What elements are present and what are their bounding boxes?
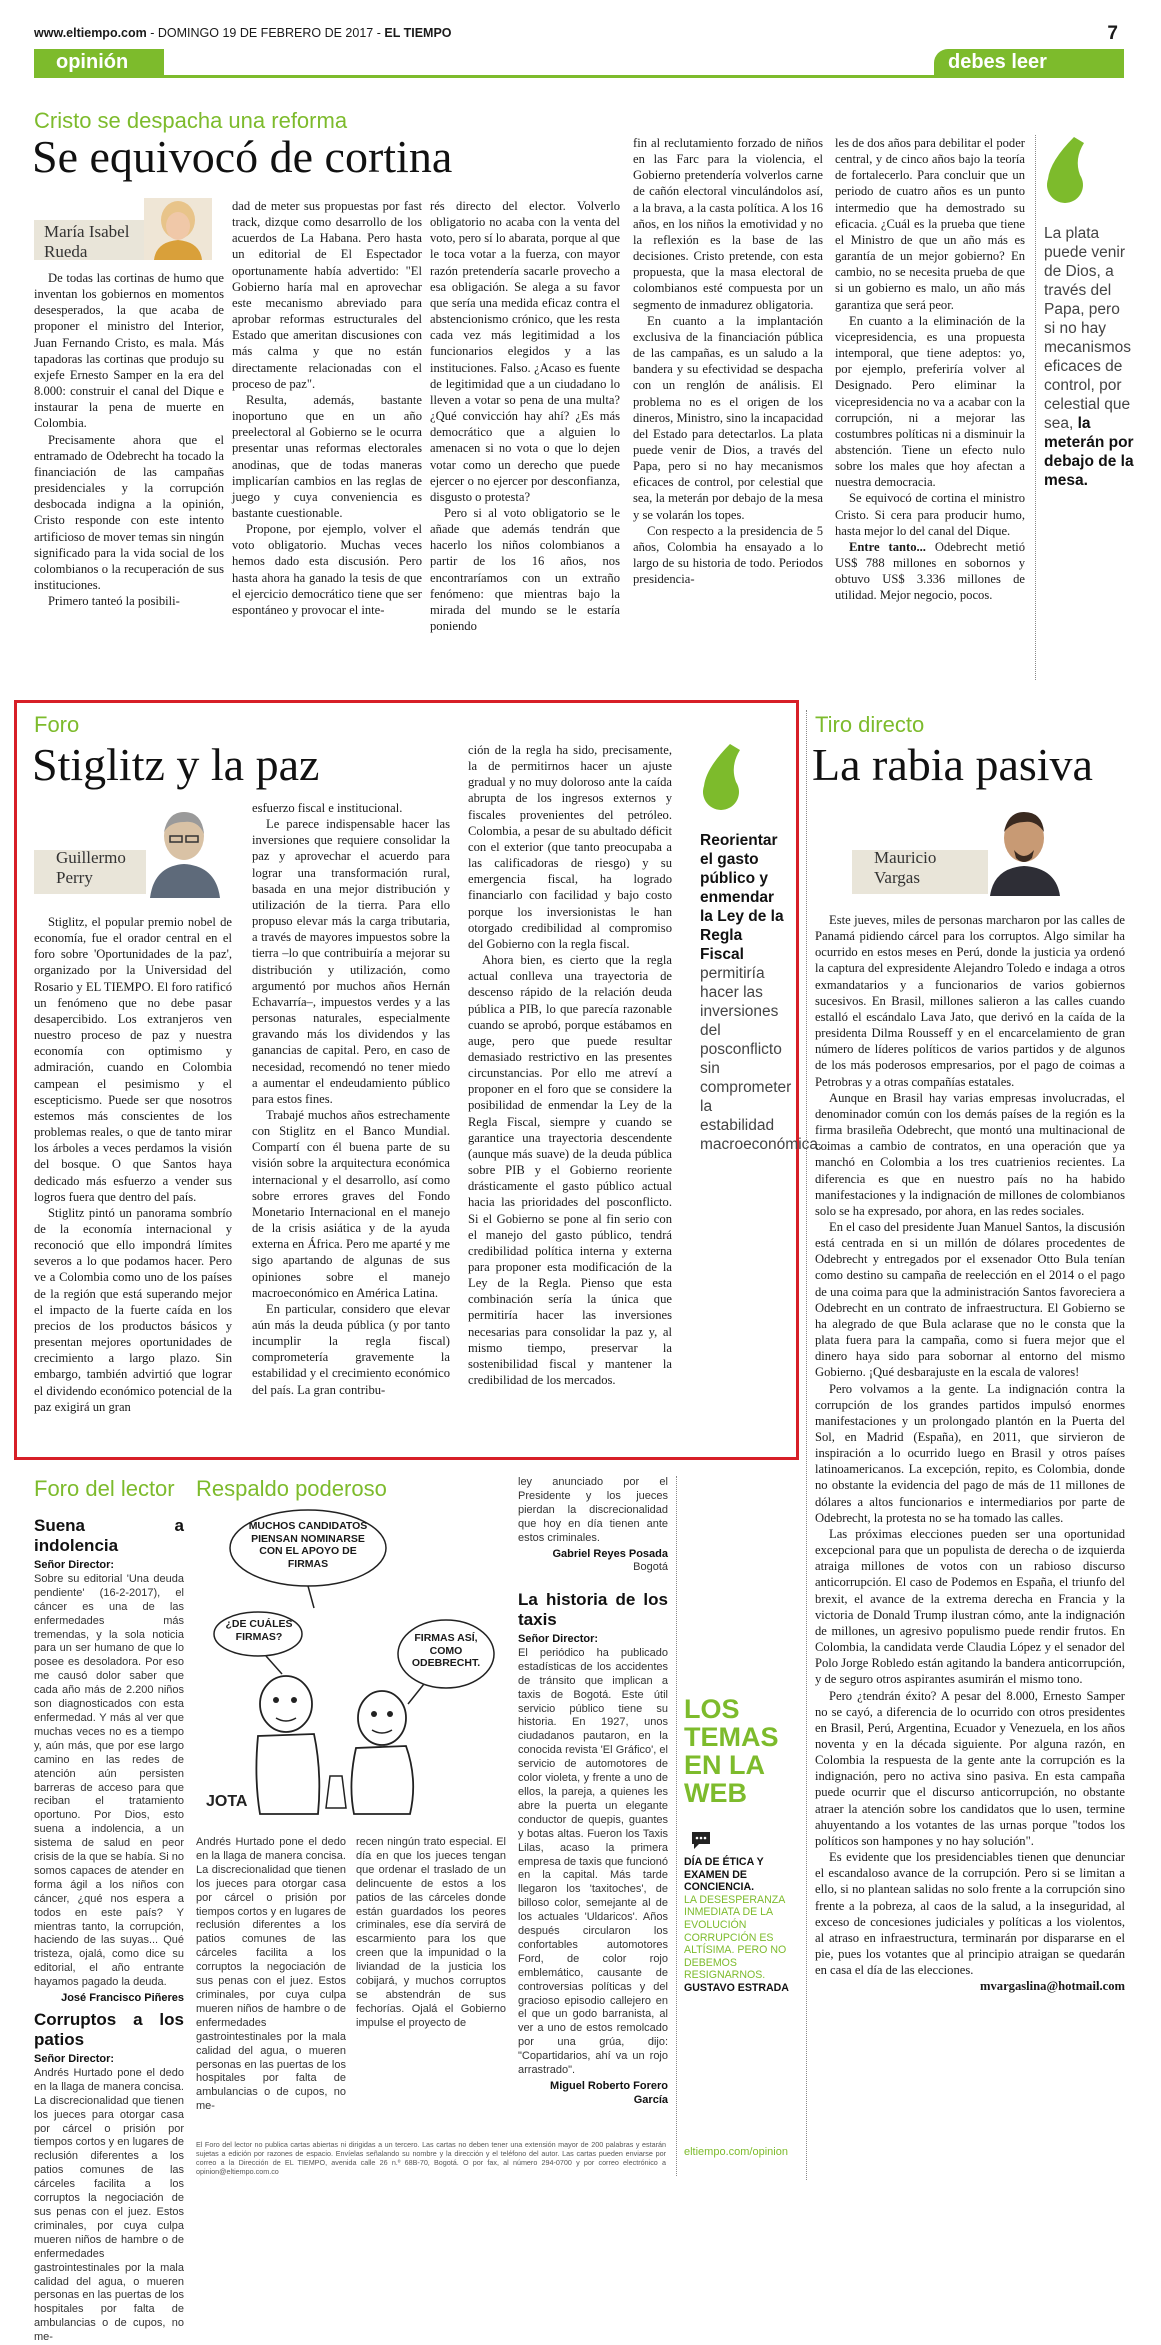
quote-mark-icon xyxy=(1044,135,1088,205)
top-col-5: les de dos años para debilitar el poder central, y de cinco años bajo la teoría de fortalecerlo. Para concluir que un periodo de cuatro años es un punto intermedio que ha demostrado su eficacia. ¿Cuál es la prueba que tiene el Ministro de que un año más es garantía de un mejor gobierno? En cambio, no se necesita prueba de que si un gobierno es malo, un año más garantiza que será peor. En cuanto a la eliminación de la vicepresidencia, es una propuesta intemporal, que tiene adeptos: yo, por ejemplo, preferiría volver al Designado. Pero eliminar la vicepresidencia no va a acabar con la corrupción, ni a mejorar las costumbres políticas ni a disminuir la abstención. Tiene un efecto nulo sobre los males que hoy afectan a nuestra democracia. Se equivocó de cortina el ministro Cristo. Si cera para producir humo, hasta mejor lo del canal del Dique. Entre tanto... Odebrecht metió US$ 788 millones en sobornos y obtuvo US$ 3.336 millones de utilidad. Mejor negocio, pocos. xyxy=(835,136,1025,603)
page-header: www.eltiempo.com - DOMINGO 19 DE FEBRERO DE 2017 - EL TIEMPO 7 xyxy=(34,23,1118,44)
cartoon xyxy=(196,1508,506,1818)
page-number: 7 xyxy=(1107,23,1118,44)
tiro-kicker: Tiro directo xyxy=(815,712,925,737)
foro-author-photo xyxy=(146,802,224,898)
web-url-link[interactable]: eltiempo.com/opinion xyxy=(684,2146,788,2158)
header-date: DOMINGO 19 DE FEBRERO DE 2017 xyxy=(157,26,374,40)
letter-2-end: ley anunciado por el Presidente y los jueces pierdan la discrecionalidad que hoy en día tienen ante estos criminales. Gabriel Reyes Posada Bogotá xyxy=(518,1476,668,1574)
foro-title: Stiglitz y la paz xyxy=(32,739,320,790)
lector-footer-note: El Foro del lector no publica cartas abiertas ni dirigidas a un tercero. Las cartas no deben tener una extensión mayor de 200 palabras y estarán sujetas a edición por razones de espacio. Envíelas señalando su nombre y la dirección y el teléfono del autor. Las cartas pueden enviarse por correo a la Dirección de EL TIEMPO, avenida calle 26 n.º 68B-70, Bogotá. O por fax, al número 294-0700 y por correo electrónico a opinion@eltiempo.com.co xyxy=(196,2140,666,2176)
tiro-author-name: Mauricio Vargas xyxy=(874,848,937,887)
letter-3: La historia de los taxis Señor Director: El periódico ha publicado estadísticas de los accidentes de tránsito que implican a taxis de Bogotá. Este útil servicio público tiene su historia. En 1927, unos ciudadanos pautaron, en la conocida revista 'El Gráfico', el servicio de automotores de color violeta, y frente a uno de ellos, la pareja, a quienes les abre la puerta un elegante conductor de quepis, guantes y botas altas. Fueron los Taxis Lilas, acaso la primera empresa de taxis que funcionó en la capital. Más tarde llegaron los 'taxitoches', de billoso color, semejante al de los actuales 'Uldaricos'. Años después circularon los confortables automotores Ford, de color rojo emblemático, causante de controversias políticas y del gracioso episodio callejero en el que un godo barranista, al ver a uno de estos remolcado por una grúa, dijo: "Copartidarios, ahí va un rojo arrastrado". Miguel Roberto Forero García xyxy=(518,1590,668,2106)
top-pullquote: La plata puede venir de Dios, a través del Papa, pero si no hay mecanismos eficaces de control, por celestial que sea, la meterán por debajo de la mesa. xyxy=(1044,135,1134,490)
chat-icon xyxy=(690,1830,712,1850)
section-bar xyxy=(34,49,1124,78)
letter-2-cont-a: Andrés Hurtado pone el dedo en la llaga de manera concisa. La discrecionalidad que tienen los jueces para otorgar casa por cárcel o prisión por tiempos cortos y en lugares de reclusión diferentes a los patios comunes de las cárceles facilita a los corruptos la negociación de sus penas con el juez. Estos criminales, por cuya culpa mueren niños de hambre o de enfermedades gastrointestinales por la mala calidad del agua, o mueren personas en las puertas de los hospitales por falta de ambulancias o de cupos, no me- xyxy=(196,1836,346,2113)
divider xyxy=(806,710,807,2180)
foro-kicker: Foro xyxy=(34,712,80,737)
lector-section-title: Foro del lector xyxy=(34,1476,175,1501)
top-kicker: Cristo se despacha una reforma xyxy=(34,108,348,133)
author-name: María Isabel Rueda xyxy=(44,222,130,261)
foro-author-box xyxy=(34,800,224,902)
foro-col-3: ción de la regla ha sido, precisamente, la de permitirnos hacer un ajuste gradual y no muy doloroso ante la caída abrupta de los ingresos externos y fiscales provenientes del petróleo. Colombia, a pesar de su abultado déficit con el exterior (que tanto preocupaba a las calificadoras de riesgo) y su emergencia fiscal, ha logrado financiarlo con facilidad y bajo costo porque los inversionistas le han otorgado credibilidad al compromiso del Gobierno con la regla fiscal. Ahora bien, es cierto que la regla actual conlleva una trayectoria de descenso rápido de la relación deuda pública a PIB, lo que parecía razonable cuando se aprobó, porque estábamos en auge, pero que puede resultar demasiado restrictivo en las presentes circunstancias. Por ello me atreví a proponer en el foro que se considere la posibilidad de enmendar la Ley de la Regla Fiscal, siempre y cuando se garantice una trayectoria descendente (aunque más suave) de la deuda pública sobre PIB y el Gobierno reoriente drásticamente el gasto público actual hacia las prioridades del posconflicto. Si el Gobierno se pone al fin serio con el manejo del gasto público, tendrá credibilidad política interna y externa para proponer esta modificación de la Ley de la Regla. Pienso que esta combinación sería la única que permitiría hacer las inversiones necesarias para consolidar la paz y, al mismo tiempo, preservar la sostenibilidad fiscal y mantener la credibilidad de los mercados. xyxy=(468,743,672,1388)
cartoon-signature: JOTA xyxy=(206,1793,248,1810)
foro-col-1: Stiglitz, el popular premio nobel de economía, fue el orador central en el foro sobre 'Oportunidades de la paz', organizado por la Universidad del Rosario y EL TIEMPO. El foro ratificó un fenómeno que no debe pasar desapercibido. Los extranjeros ven nuestro proceso de paz y nuestra economía con optimismo y admiración, cuando en Colombia campean el pesimismo y el escepticismo. Puede ser que nosotros estemos más conscientes de los problemas reales, o que de tanto mirar los árboles a veces perdamos la visión del bosque. O que Santos haya dedicado más esfuerzo a vender sus logros fuera que dentro del país. Stiglitz pintó un panorama sombrío de la economía internacional y reconoció que ello impondrá límites severos a lo que podamos hacer. Pero ve a Colombia como uno de los países de la región que está superando mejor el impacto de la fuerte caída en los precios de los productos básicos y presentan mejores oportunidades de crecimiento a largo plazo. Sin embargo, también advirtió que lograr el dividendo económico potencial de la paz exigirá un gran xyxy=(34,915,232,1414)
tiro-body: Este jueves, miles de personas marcharon por las calles de Panamá pidiendo cárcel para los corruptos. Algo similar ha ocurrido en estos meses en Perú, donde la justicia ya ordenó la captura del expresidente Alejandro Toledo e indaga a otros exmandatarios y a funcionarios de varios gobiernos sucesivos. En Brasil, millones salieron a las calles cuando estalló el escándalo Lava Jato, que derivó en la caída de la presidenta Dilma Rousseff y en el encarcelamiento de gran número de líderes políticos de varios partidos y de algunos de los más poderosos empresarios, por el pago de coimas a Petrobras y a otras compañías estatales. Aunque en Brasil hay varias empresas involucradas, el denominador común con los demás países de la región es la firma brasileña Odebrecht, que montó una multinacional de coimas a cambio de contratos, en una operación que ya manchó en Colombia a los tres cuatrienios recientes. La diferencia es que en nuestro país no ha habido manifestaciones y la indignación de millones de colombianos solo se ha expresado, por ahora, en las redes sociales. En el caso del presidente Juan Manuel Santos, la discusión está centrada en si un millón de dólares procedentes de Odebrecht y entregados por el exsenador Otto Bula tenían como destino su campaña de reelección en el 2014 o el pago de una coima para que la administración Santos favoreciera a Odebrecht en un contrato de infraestructura. El Gobierno se ha alegrado de que Bula aclarase que no le consta que la plata fuera para la campaña, como si fuera mejor que el dinero haya sido para sobornar al entorno del mismo Gobierno. ¡Qué desbarajuste en la escala de valores! Pero volvamos a la gente. La indignación contra la corrupción de los grandes partidos impulsó enormes manifestaciones y un prolongado plantón en la Puerta del Sol, en Madrid (España), en 2011, que sirvieron de inspiración a lo ocurrido luego en Brasil y otros países latinoamericanos. La excepción, repito, es Colombia, donde no obstante la evidencia del pago de más de 11 millones de dólares a altos funcionarios e intermediarios por parte de Odebrecht, la protesta no se ha tomado las calles. Las próximas elecciones pueden ser una oportunidad excepcional para que un populista de derecha o de izquierda atraiga millones de votos con un rabioso discurso anticorrupción. El caso de Podemos en España, el triunfo del brexit, el avance de la extrema derecha en Francia y la victoria de Donald Trump ilustran cómo, ante la indignación de millones, un agresivo populismo puede rendir frutos. En Colombia, la candidata verde Claudia López y el senador del Polo Jorge Robledo están agitando la bandera anticorrupción, y de seguro otros aspirantes asumirán el mismo tono. Pero ¿tendrán éxito? A pesar del 8.000, Ernesto Samper no se cayó, a diferencia de lo ocurrido con otros presidentes en Brasil, Perú, Argentina, Ecuador y Venezuela, en los años noventa y en la década siguiente. Por alguna razón, en Colombia la respuesta de la gente ante la corrupción es la indignación, pero no activa sino pasiva. En esta campaña puede ocurrir que el discurso anticorrupción, no obstante atraer la atención sobre los candidatos que lo usen, termine ahuyentando a los votantes de las urnas porque "todos los políticos son hampones y no hay solución". Es evidente que los presidenciables tienen que denunciar el escandaloso avance de la corrupción. Pero si se limitan a ello, si no plantean salidas no solo frente a la corrupción sino frente a la pobreza, al caos de la salud, a la inseguridad, al exceso de concesiones judiciales y políticas a los violentos, al atraso en infraestructura, terminarán por dispararse en el pie, pues los votantes que al principio atraigan se quedarán en casa el día de las elecciones. mvargaslina@hotmail.com xyxy=(815,913,1125,1994)
letter-2-start: Corruptos a los patios Señor Director: Andrés Hurtado pone el dedo en la llaga de manera concisa. La discrecionalidad que tienen los jueces para otorgar casa por cárcel o prisión por tiempos cortos y en lugares de reclusión diferentes a los patios comunes de las cárceles facilita a los corruptos la negociación de sus penas con el juez. Estos criminales, por cuya culpa mueren niños de hambre o de enfermedades gastrointestinales por la mala calidad del agua, o mueren personas en las puertas de los hospitales por falta de ambulancias o de cupos, no me- xyxy=(34,2010,184,2344)
paper-name: EL TIEMPO xyxy=(384,26,452,40)
divider xyxy=(676,1476,677,2176)
top-col-4: fin al reclutamiento forzado de niños en las Farc para la violencia, el Gobierno pretendería volverlos carne de cañón electoral vinculándolos así, a la brava, a la casta política. A los 16 años, en los niños la emotividad y no la reflexión es la base de las decisiones. Cristo pretende, con esta propuesta, que la masa electoral de colombianos esté compuesta por un segmento de inmadurez obligatoria. En cuanto a la implantación exclusiva de la financiación pública de las campañas, es un saludo a la bandera y su efectividad se despacha con un renglón de análisis. El problema no es el origen de los dineros, Ministro, sino la incapacidad del Estado para detectarlos. La plata puede venir de Dios, a través del Papa, pero si no hay mecanismos eficaces de control, por celestial que sea, la meterán por debajo de la mesa y se volarán los topes. Con respecto a la presidencia de 5 años, Colombia ha ensayado a lo largo de su historia de todo. Periodos presidencia- xyxy=(633,136,823,587)
site-url[interactable]: www.eltiempo.com xyxy=(34,26,147,40)
tiro-author-photo xyxy=(988,804,1062,896)
quote-mark-icon xyxy=(700,742,744,812)
tiro-author-box xyxy=(852,800,1062,900)
web-item[interactable]: DÍA DE ÉTICA Y EXAMEN DE CONCIENCIA. LA DESESPERANZA INMEDIATA DE LA EVOLUCIÓN CORRUPCIÓN ES ALTÍSIMA. PERO NO DEBEMOS RESIGNARNOS. GUSTAVO ESTRADA xyxy=(684,1856,789,1994)
top-col-3: rés directo del elector. Volverlo obligatorio no acaba con la venta del voto, pero sí lo abarata, porque al que le toca votar a la fuerza, con mayor razón pretendería sacarle provecho a esa obligación. Se alega a su favor que sería una medida eficaz contra el abstencionismo crónico, que les resta cada vez más legitimidad a los funcionarios elegidos y a las instituciones. Falso. ¿Acaso es fuente de legitimidad que a un ciudadano lo lleven a votar so pena de una multa? ¿Qué convicción hay ahí? ¿Es más democrático que a alguien lo amenacen si no vota o que lo dejen votar como un derecho que puede ejercer o no ejercer por desconfianza, disgusto o protesta? Pero si al voto obligatorio se le añade que además tendrán que hacerlo los niños colombianos a partir de los 16 años, nos encontraríamos con un extraño fenómeno: que mientras bajo la mirada del mundo se le estaría poniendo xyxy=(430,199,620,634)
author-photo xyxy=(144,198,212,260)
tiro-title: La rabia pasiva xyxy=(812,739,1093,790)
tiro-email[interactable]: mvargaslina@hotmail.com xyxy=(980,1979,1125,1994)
section-tab: opinión xyxy=(34,49,164,78)
debes-leer-tab: debes leer xyxy=(934,49,1124,78)
foro-col-2: esfuerzo fiscal e institucional. Le parece indispensable hacer las inversiones que requiere consolidar la paz y aprovechar el acuerdo para lograr una transformación rural, basada en una mejor distribución y utilización de la tierra. Para ello propuso elevar más la carga tributaria, a través de mayores impuestos sobre la tierra –lo que contribuiría a mejorar su distribución y utilización, como argumentó por muchos años Hernán Echavarría–, impuestos verdes y a las personas naturales, especialmente gravando más los dividendos y las ganancias de capital. Pero, en caso de necesidad, recomendó no tener miedo a aumentar el endeudamiento público para estos fines. Trabajé muchos años estrechamente con Stiglitz en el Banco Mundial. Compartí con él buena parte de su visión sobre la arquitectura económica internacional y el desarrollo, así como sobre errores graves del Fondo Monetario Internacional en el manejo de la crisis asiática y de la ayuda externa en África. Pero me aparté y me sigo apartando de algunas de sus opiniones sobre el manejo macroeconómico en América Latina. En particular, considero que elevar aún más la deuda pública (y por tanto incumplir la regla fiscal) comprometería gravemente la estabilidad y el crecimiento económico del país. La gran contribu- xyxy=(252,801,450,1397)
bubble-1: MUCHOS CANDIDATOS PIENSAN NOMINARSE CON EL APOYO DE FIRMAS xyxy=(248,1520,368,1570)
web-title: LOS TEMAS EN LA WEB xyxy=(684,1694,779,1808)
top-title: Se equivocó de cortina xyxy=(32,131,453,182)
top-col-1: De todas las cortinas de humo que inventan los gobiernos en momentos desesperados, la que acaba de proponer el ministro del Interior, Juan Fernando Cristo, es mala. Más tapadoras las cortinas que produjo su exjefe Ernesto Samper en la era del 8.000: construir el canal del Dique e instaurar la pena de muerte en Colombia. Precisamente ahora que el entramado de Odebrecht ha tocado la financiación de las campañas presidenciales y la corrupción desbocada indigna a la opinión, Cristo responde con este intento artificioso de mover temas sin ningún significado para la vida social de los colombianos o la recuperación de sus instituciones. Primero tanteó la posibili- xyxy=(34,271,224,609)
author-box xyxy=(34,198,214,260)
bubble-3: FIRMAS ASÍ, COMO ODEBRECHT. xyxy=(411,1632,481,1669)
foro-author-name: Guillermo Perry xyxy=(56,848,126,887)
cartoon-title: Respaldo poderoso xyxy=(196,1476,387,1501)
foro-pullquote: Reorientar el gasto público y enmendar la Ley de la Regla Fiscal permitiría hacer las inversiones del posconflicto sin comprometer la estabilidad macroeconómica. xyxy=(700,742,790,1154)
bubble-2: ¿DE CUÁLES FIRMAS? xyxy=(225,1618,293,1643)
top-col-2: dad de meter sus propuestas por fast track, dizque como desarrollo de los acuerdos de La Habana. Pero hasta un editorial de El Espectador oportunamente había advertido: "El Gobierno haría mal en aprovechar este mecanismo abreviado para aprobar reformas estructurales del Estado que ameritan discusiones con más calma y que no están directamente relacionadas con el proceso de paz". Resulta, además, bastante inoportuno que en un año preelectoral al Gobierno se le ocurra presentar unas reformas electorales anodinas, que de todas maneras implicarían cambios en las reglas de juego y cuya conveniencia es bastante cuestionable. Propone, por ejemplo, volver el voto obligatorio. Muchas veces hemos dado esta discusión. Pero hasta ahora ha ganado la tesis de que el ejercicio democrático tiene que ser espontáneo y provocar el inte- xyxy=(232,199,422,617)
divider xyxy=(1035,135,1036,680)
letter-1: Suena a indolencia Señor Director: Sobre su editorial 'Una deuda pendiente' (16-2-2017), el cáncer es una de las enfermedades más tremendas, y la sola noticia para un ser humano de que lo posee es desoladora. Por eso me causó dolor saber que cada año más de 2.200 niños son diagnosticados con esta enfermedad. Y más al ver que muchas veces no es a tiempo y, aún más, que por ese largo camino en las redes de atención aún persisten barreras de acceso para que reciban el tratamiento oportuno. Por Dios, esto suena a indolencia, a un sistema de salud en peor crisis de la que se había. Si no somos capaces de atender en forma ágil a los niños con cáncer, ¿qué nos espera a todos en este país? Y mientras tanto, la corrupción, haciendo de las suyas... Qué tristeza, ojalá, como dice su editorial, el año entrante hayamos pagado la deuda. José Francisco Piñeres xyxy=(34,1516,184,2005)
letter-2-cont-b: recen ningún trato especial. El día en que los jueces tengan que ordenar el traslado de un delincuente de estos a los patios de las cárceles donde están guardados los peores criminales, ese día servirá de escarmiento para los que creen que la impunidad o la liviandad de la justicia los cobijará, y muchos corruptos se abstendrán de sus fechorías. Ojalá el Gobierno impulse el proyecto de xyxy=(356,1836,506,2029)
